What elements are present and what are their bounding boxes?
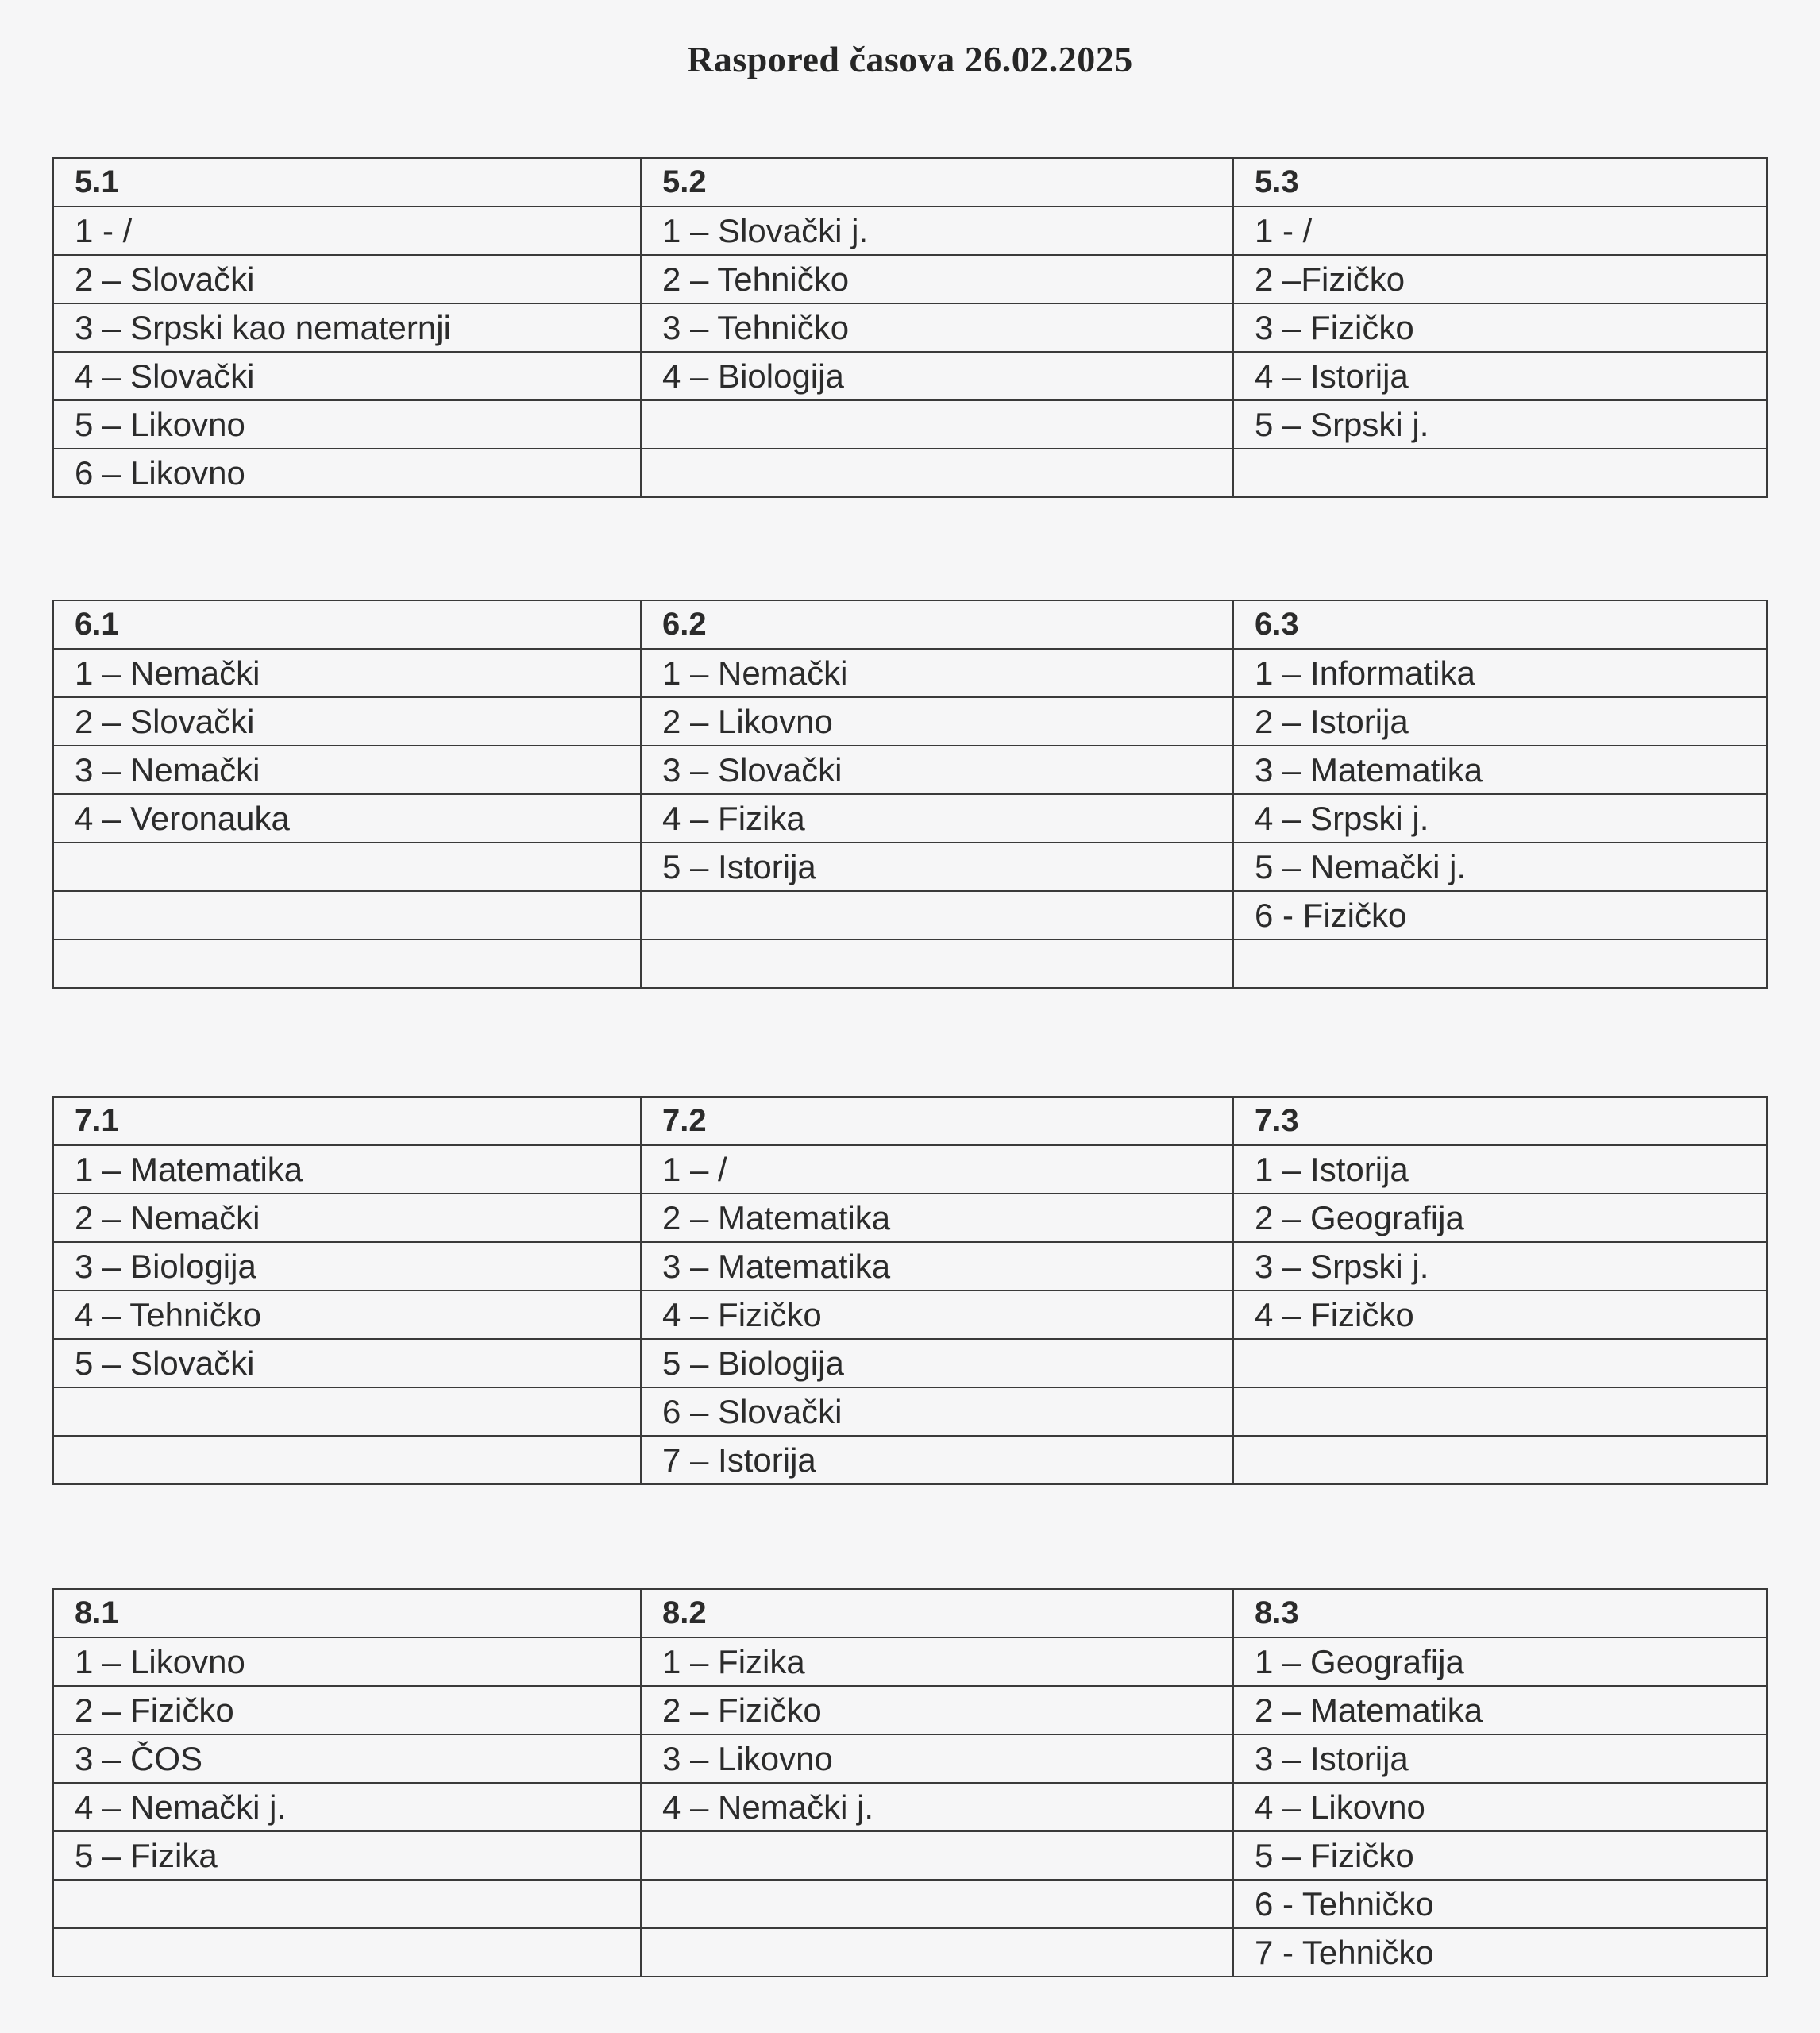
lesson-cell: 1 – Slovački j. <box>641 206 1233 255</box>
grade-8-schedule-table <box>52 1588 1768 1977</box>
lesson-cell: 6 – Slovački <box>641 1387 1233 1436</box>
lesson-cell <box>1233 1436 1767 1484</box>
table-row <box>53 939 1767 988</box>
lesson-cell: 3 – Srpski j. <box>1233 1242 1767 1290</box>
table-row <box>53 1831 1767 1880</box>
lesson-cell: 5 – Nemački j. <box>1233 843 1767 891</box>
table-row <box>53 303 1767 352</box>
class-header: 6.1 <box>53 600 641 649</box>
lesson-cell <box>641 891 1233 939</box>
lesson-cell: 3 – Matematika <box>641 1242 1233 1290</box>
table-header-row <box>53 1097 1767 1145</box>
lesson-cell: 2 – Fizičko <box>641 1686 1233 1734</box>
lesson-cell <box>53 1387 641 1436</box>
lesson-cell <box>1233 449 1767 497</box>
lesson-cell: 3 – ČOS <box>53 1734 641 1783</box>
lesson-cell: 2 – Nemački <box>53 1194 641 1242</box>
lesson-cell: 6 - Tehničko <box>1233 1880 1767 1928</box>
lesson-cell: 3 – Slovački <box>641 746 1233 794</box>
table-row <box>53 891 1767 939</box>
table-row <box>53 1290 1767 1339</box>
class-header: 5.1 <box>53 158 641 206</box>
class-header: 5.2 <box>641 158 1233 206</box>
lesson-cell: 2 – Slovački <box>53 697 641 746</box>
class-header: 8.2 <box>641 1589 1233 1638</box>
table-row <box>53 746 1767 794</box>
table-row <box>53 1638 1767 1686</box>
lesson-cell: 2 –Fizičko <box>1233 255 1767 303</box>
table-row <box>53 1194 1767 1242</box>
class-header: 6.2 <box>641 600 1233 649</box>
lesson-cell: 1 – Likovno <box>53 1638 641 1686</box>
lesson-cell: 1 – Nemački <box>53 649 641 697</box>
grade-7-schedule-table <box>52 1096 1768 1485</box>
lesson-cell: 7 - Tehničko <box>1233 1928 1767 1977</box>
table-row <box>53 794 1767 843</box>
lesson-cell: 3 – Srpski kao nematernji <box>53 303 641 352</box>
table-row <box>53 1880 1767 1928</box>
lesson-cell <box>641 939 1233 988</box>
lesson-cell: 1 - / <box>1233 206 1767 255</box>
lesson-cell: 4 – Biologija <box>641 352 1233 400</box>
class-header: 7.3 <box>1233 1097 1767 1145</box>
class-header: 6.3 <box>1233 600 1767 649</box>
lesson-cell: 5 – Likovno <box>53 400 641 449</box>
lesson-cell <box>1233 1387 1767 1436</box>
lesson-cell: 1 - / <box>53 206 641 255</box>
table-row <box>53 352 1767 400</box>
table-row <box>53 1734 1767 1783</box>
lesson-cell: 4 – Fizika <box>641 794 1233 843</box>
lesson-cell <box>53 1436 641 1484</box>
lesson-cell: 3 – Biologija <box>53 1242 641 1290</box>
table-row <box>53 449 1767 497</box>
lesson-cell: 4 – Fizičko <box>1233 1290 1767 1339</box>
lesson-cell: 5 – Slovački <box>53 1339 641 1387</box>
lesson-cell: 6 – Likovno <box>53 449 641 497</box>
table-row <box>53 206 1767 255</box>
class-header: 8.1 <box>53 1589 641 1638</box>
table-header-row <box>53 600 1767 649</box>
lesson-cell: 1 – Fizika <box>641 1638 1233 1686</box>
lesson-cell: 1 – Geografija <box>1233 1638 1767 1686</box>
lesson-cell: 1 – / <box>641 1145 1233 1194</box>
table-row <box>53 1242 1767 1290</box>
class-header: 5.3 <box>1233 158 1767 206</box>
class-header: 7.1 <box>53 1097 641 1145</box>
table-row <box>53 1145 1767 1194</box>
lesson-cell <box>641 1880 1233 1928</box>
lesson-cell: 2 – Likovno <box>641 697 1233 746</box>
lesson-cell: 4 – Nemački j. <box>641 1783 1233 1831</box>
table-row <box>53 1387 1767 1436</box>
lesson-cell: 4 – Tehničko <box>53 1290 641 1339</box>
lesson-cell: 4 – Slovački <box>53 352 641 400</box>
grade-5-schedule-table <box>52 157 1768 498</box>
table-row <box>53 843 1767 891</box>
table-header-row <box>53 1589 1767 1638</box>
table-row <box>53 1339 1767 1387</box>
lesson-cell <box>53 843 641 891</box>
lesson-cell: 4 – Likovno <box>1233 1783 1767 1831</box>
lesson-cell <box>641 1831 1233 1880</box>
lesson-cell <box>53 1928 641 1977</box>
lesson-cell: 3 – Tehničko <box>641 303 1233 352</box>
lesson-cell: 3 – Likovno <box>641 1734 1233 1783</box>
lesson-cell: 3 – Fizičko <box>1233 303 1767 352</box>
lesson-cell: 2 – Fizičko <box>53 1686 641 1734</box>
lesson-cell: 3 – Matematika <box>1233 746 1767 794</box>
lesson-cell: 1 – Istorija <box>1233 1145 1767 1194</box>
lesson-cell: 2 – Istorija <box>1233 697 1767 746</box>
lesson-cell: 7 – Istorija <box>641 1436 1233 1484</box>
lesson-cell: 4 – Fizičko <box>641 1290 1233 1339</box>
lesson-cell: 4 – Istorija <box>1233 352 1767 400</box>
lesson-cell: 2 – Geografija <box>1233 1194 1767 1242</box>
table-row <box>53 697 1767 746</box>
lesson-cell: 1 – Matematika <box>53 1145 641 1194</box>
table-row <box>53 1928 1767 1977</box>
table-row <box>53 1783 1767 1831</box>
lesson-cell <box>53 1880 641 1928</box>
lesson-cell: 2 – Matematika <box>1233 1686 1767 1734</box>
lesson-cell: 4 – Nemački j. <box>53 1783 641 1831</box>
lesson-cell: 1 – Informatika <box>1233 649 1767 697</box>
class-header: 8.3 <box>1233 1589 1767 1638</box>
lesson-cell: 2 – Matematika <box>641 1194 1233 1242</box>
lesson-cell <box>53 891 641 939</box>
lesson-cell: 2 – Tehničko <box>641 255 1233 303</box>
lesson-cell <box>641 1928 1233 1977</box>
lesson-cell: 2 – Slovački <box>53 255 641 303</box>
lesson-cell: 1 – Nemački <box>641 649 1233 697</box>
table-row <box>53 649 1767 697</box>
table-row <box>53 400 1767 449</box>
lesson-cell <box>641 400 1233 449</box>
lesson-cell: 4 – Srpski j. <box>1233 794 1767 843</box>
lesson-cell <box>1233 1339 1767 1387</box>
lesson-cell: 5 – Fizičko <box>1233 1831 1767 1880</box>
class-header: 7.2 <box>641 1097 1233 1145</box>
grade-6-schedule-table <box>52 600 1768 989</box>
table-row <box>53 1436 1767 1484</box>
lesson-cell: 5 – Istorija <box>641 843 1233 891</box>
table-row <box>53 255 1767 303</box>
lesson-cell <box>641 449 1233 497</box>
table-header-row <box>53 158 1767 206</box>
lesson-cell: 5 – Biologija <box>641 1339 1233 1387</box>
lesson-cell: 6 - Fizičko <box>1233 891 1767 939</box>
lesson-cell <box>53 939 641 988</box>
lesson-cell: 4 – Veronauka <box>53 794 641 843</box>
lesson-cell: 3 – Nemački <box>53 746 641 794</box>
page-title: Raspored časova 26.02.2025 <box>687 39 1133 79</box>
lesson-cell: 5 – Fizika <box>53 1831 641 1880</box>
lesson-cell: 5 – Srpski j. <box>1233 400 1767 449</box>
lesson-cell: 3 – Istorija <box>1233 1734 1767 1783</box>
table-row <box>53 1686 1767 1734</box>
lesson-cell <box>1233 939 1767 988</box>
